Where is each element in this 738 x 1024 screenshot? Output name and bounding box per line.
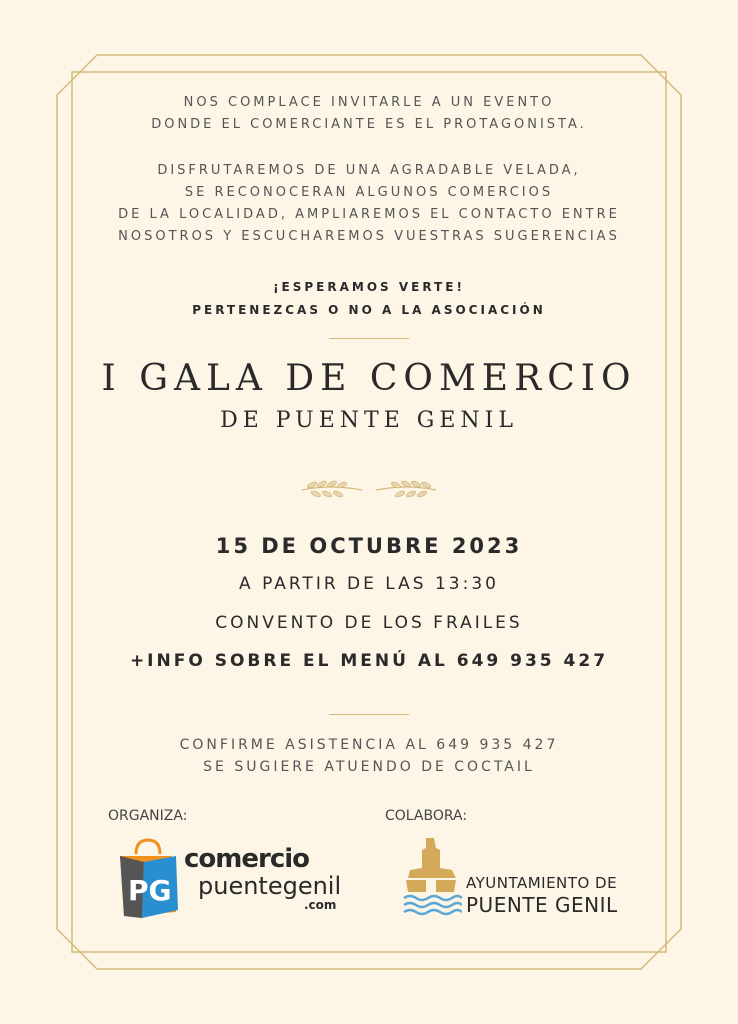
- gold-divider-top: [329, 338, 409, 339]
- description-line-4: NOSOTROS Y ESCUCHAREMOS VUESTRAS SUGERENCIAS: [118, 229, 620, 244]
- event-time: A PARTIR DE LAS 13:30: [239, 574, 499, 594]
- pg-logo-line-1: comercio: [184, 844, 310, 874]
- intro-line-2: DONDE EL COMERCIANTE ES EL PROTAGONISTA.: [151, 117, 587, 132]
- description-text: [0, 160, 738, 248]
- gold-divider-bottom: [329, 714, 409, 715]
- description-line-3: DE LA LOCALIDAD, AMPLIAREMOS EL CONTACTO ENTRE: [118, 207, 620, 222]
- rsvp-line: CONFIRME ASISTENCIA AL 649 935 427: [179, 737, 559, 753]
- dress-code-line: SE SUGIERE ATUENDO DE COCTAIL: [203, 759, 535, 775]
- comercio-puentegenil-logo: [114, 838, 354, 920]
- description-line-1: DISFRUTAREMOS DE UNA AGRADABLE VELADA,: [157, 163, 581, 178]
- colabora-label: COLABORA:: [385, 808, 468, 824]
- shopping-bag-icon: [114, 838, 184, 920]
- event-date: 15 DE OCTUBRE 2023: [215, 534, 523, 558]
- pg-mark: PG: [128, 874, 172, 907]
- invite-note: [0, 276, 738, 322]
- pg-logo-line-2: puentegenil: [198, 872, 342, 900]
- event-title: I GALA DE COMERCIO: [101, 358, 637, 399]
- ayuntamiento-line-2: PUENTE GENIL: [466, 893, 618, 917]
- invite-note-line-2: PERTENEZCAS O NO A LA ASOCIACIÓN: [192, 303, 546, 317]
- pg-logo-line-3: .com: [304, 898, 337, 912]
- invite-note-line-1: ¡ESPERAMOS VERTE!: [273, 280, 465, 294]
- intro-text: [0, 92, 738, 136]
- intro-line-1: NOS COMPLACE INVITARLE A UN EVENTO: [183, 95, 555, 110]
- menu-info: +INFO SOBRE EL MENÚ AL 649 935 427: [129, 651, 609, 671]
- event-subtitle: DE PUENTE GENIL: [220, 408, 518, 433]
- description-line-2: SE RECONOCERAN ALGUNOS COMERCIOS: [184, 185, 554, 200]
- ayuntamiento-emblem-icon: [400, 836, 462, 920]
- laurel-ornament-icon: [300, 476, 438, 502]
- organiza-label: ORGANIZA:: [108, 808, 188, 824]
- ayuntamiento-line-1: AYUNTAMIENTO DE: [466, 874, 618, 892]
- event-venue: CONVENTO DE LOS FRAILES: [215, 613, 523, 633]
- rsvp-text: [0, 734, 738, 778]
- ayuntamiento-logo: [400, 836, 630, 920]
